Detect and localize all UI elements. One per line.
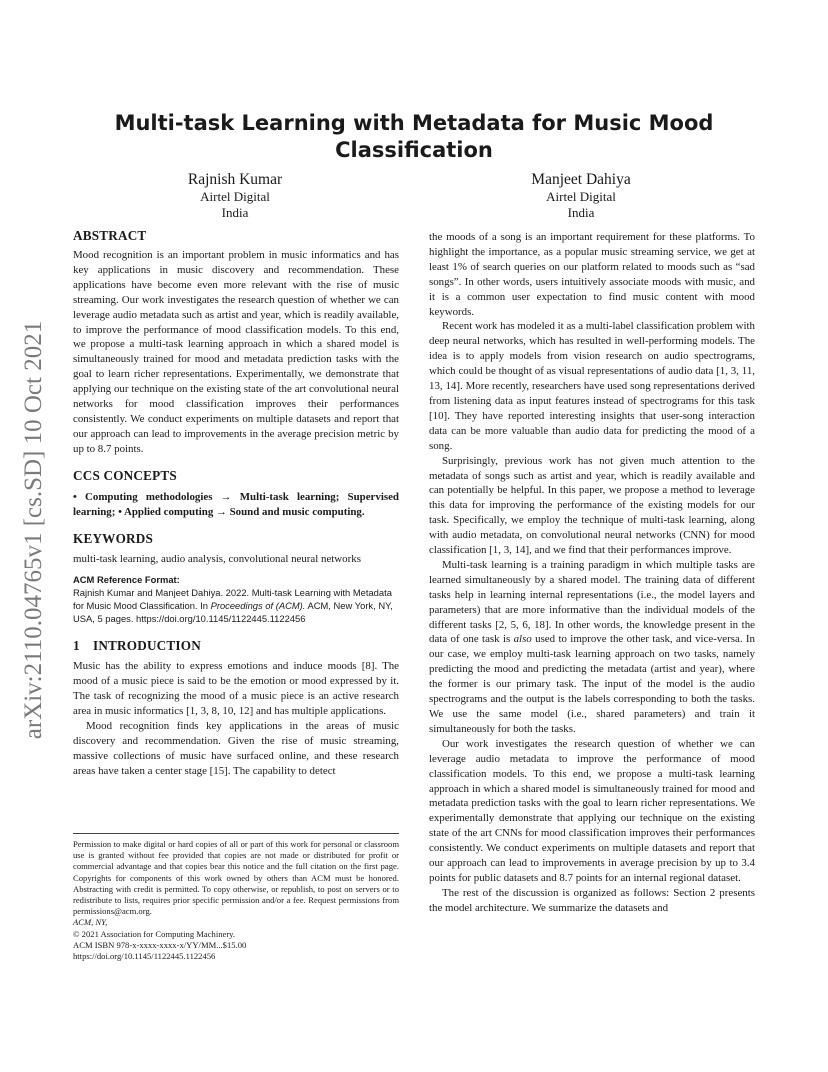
author-affiliation: Airtel Digital [546, 189, 616, 204]
intro-paragraph-1: Music has the ability to express emotions and induce moods [8]. The mood of a music piece is said to be the emotion or mood expressed by it. The task of recognizing the mood of a music piece is an active research area in music informatics [1, 3, 8, 10, 12] and has multiple applications. [73, 660, 399, 718]
left-column [73, 228, 399, 779]
author-block-2 [431, 170, 731, 221]
acm-reference-heading: ACM Reference Format: [73, 574, 180, 586]
ccs-concepts-text: • Computing methodologies → Multi-task learning; Supervised learning; • Applied computing → Sound and music computing. [73, 490, 399, 518]
body-paragraph-6: The rest of the discussion is organized as follows: Section 2 presents the model architecture. We summarize the datasets and [429, 886, 755, 914]
body-paragraph-1: the moods of a song is an important requirement for these platforms. To highlight the importance, as a popular music streaming service, we get at least 1% of search queries on our platform related to moods such as “sad songs”. In other words, users intuitively associate moods with music, and it is a common user expectation to find music content with mood keywords. [429, 231, 755, 318]
author-name: Manjeet Dahiya [531, 171, 631, 188]
body-paragraph-5: Our work investigates the research question of whether we can leverage audio metadata to improve the performance of mood classification models. To this end, we propose a multi-task learning approach in which a shared model is simultaneously trained for mood and metadata prediction tasks with the goal to learn richer representations. We experimentally demonstrate that applying our technique on the existing state of the art CNNs for mood classification improves their performances consistently. We conduct experiments on multiple datasets and report that our approach can lead to improvements in average precision by up to 3.4 points for public datasets and 8.7 points for an internal regional dataset. [429, 737, 755, 884]
acm-reference-venue: Proceedings of (ACM). [210, 600, 306, 612]
copyright-footnote [73, 839, 399, 962]
intro-paragraph-2: Mood recognition finds key applications in the areas of music discovery and recommendation. Given the rise of music streaming, massive collections of music have surfaced online, and these research areas have taken a center stage [15]. The capability to detect [73, 720, 399, 777]
introduction-heading [73, 638, 399, 654]
acm-reference-suffix: ACM, New York, NY, USA, 5 pages. https://doi.org/10.1145/1122445.1122456 [73, 600, 393, 625]
arxiv-identifier-stamp [14, 295, 54, 765]
body-paragraph-2: Recent work has modeled it as a multi-label classification problem with deep neural networks, which has resulted in well-performing models. The idea is to apply models from vision research on audio spectrograms, which could be thought of as visual representations of audio data [1, 3, 11, 13, 14]. More recently, researchers have used song representations derived from listening data as input features instead of spectrograms for this task [10]. They have reported interesting insights that user-song interaction data can be more valuable than audio data for predicting the mood of a song. [429, 320, 755, 452]
footnote-copyright: © 2021 Association for Computing Machinery. [73, 928, 236, 939]
body-paragraph-4-start: Multi-task learning is a training paradigm in which multiple tasks are learned simultaneously by a shared model. The training data of different tasks help in learning internal representations (i.e., the model layers and parameters) that are more informative than the individual models of the different tasks [2, 5, 6, 18]. In other words, the knowledge present in the data of one task is [429, 558, 755, 646]
author-block-1 [85, 170, 385, 221]
abstract-heading: ABSTRACT [73, 228, 147, 243]
author-country: India [221, 205, 249, 220]
author-name: Rajnish Kumar [187, 171, 283, 188]
body-paragraph-4 [429, 558, 755, 737]
abstract-text: Mood recognition is an important problem in music informatics and has key applications in music discovery and recommendation. These applications have become even more relevant with the rise of music streaming. Our work investigates the research question of whether we can leverage audio metadata such as artist and year, which is readily available, to improve the performance of mood classification models. To this end, we propose a multi-task learning approach in which a shared model is simultaneously trained for mood and metadata prediction tasks with the goal to learn richer representations. Experimentally, we demonstrate that applying our technique on the existing state of the art convolutional neural networks for mood classification improves their performances consistently. We conduct experiments on multiple datasets and report that our approach can lead to improvements in the average precision metric by up to 8.7 points. [73, 249, 399, 455]
body-paragraph-3: Surprisingly, previous work has not given much attention to the metadata of songs such as artist and year, which is readily available and can potentially be helpful. In this paper, we propose a method to leverage this data for improving the performance of the existing models for our task. Specifically, we employ the technique of multi-task learning, along with audio metadata, on convolutional neural networks (CNN) for mood classification [1, 3, 14], and we find that their performances improve. [429, 454, 755, 557]
section-title: INTRODUCTION [93, 638, 201, 654]
author-country: India [567, 205, 595, 220]
paper-title: Multi-task Learning with Metadata for Music Mood Classification [114, 111, 714, 162]
arxiv-identifier-text: arXiv:2110.04765v1 [cs.SD] 10 Oct 2021 [20, 320, 47, 740]
footnote-venue: ACM, NY, [73, 917, 108, 928]
author-affiliation: Airtel Digital [200, 189, 270, 204]
body-paragraph-4-emphasis: also [513, 633, 532, 646]
acm-reference-text [73, 586, 399, 625]
body-paragraph-4-end: used to improve the other task, and vice-versa. In our case, we employ multi-task learning approach on two tasks, namely predicting the mood and predicting the metadata (artist and year), where the former is our primary task. The input of the model is the audio spectrograms and the output is the labels corresponding to both the tasks. We use the same model (i.e., shared parameters) and train it simultaneously for both the tasks. [429, 633, 755, 735]
right-column [429, 230, 755, 916]
footnote-isbn: ACM ISBN 978-x-xxxx-xxxx-x/YY/MM...$15.00 [73, 939, 247, 950]
keywords-text: multi-task learning, audio analysis, convolutional neural networks [73, 552, 361, 565]
footnote-divider [73, 833, 399, 834]
ccs-concepts-heading: CCS CONCEPTS [73, 467, 177, 483]
keywords-heading: KEYWORDS [73, 530, 154, 546]
acm-reference-prefix: Rajnish Kumar and Manjeet Dahiya. 2022. Multi-task Learning with Metadata for Music Mood Classification. In [73, 587, 392, 612]
permission-notice: Permission to make digital or hard copies of all or part of this work for personal or classroom use is granted without fee provided that copies are not made or distributed for profit or commercial advantage and that copies bear this notice and the full citation on the first page. Copyrights for components of this work owned by others than ACM must be honored. Abstracting with credit is permitted. To copy otherwise, or republish, to post on servers or to redistribute to lists, requires prior specific permission and/or a fee. Request permissions from permissions@acm.org. [73, 839, 399, 917]
footnote-doi: https://doi.org/10.1145/1122445.1122456 [73, 951, 216, 962]
section-number: 1 [73, 638, 80, 654]
